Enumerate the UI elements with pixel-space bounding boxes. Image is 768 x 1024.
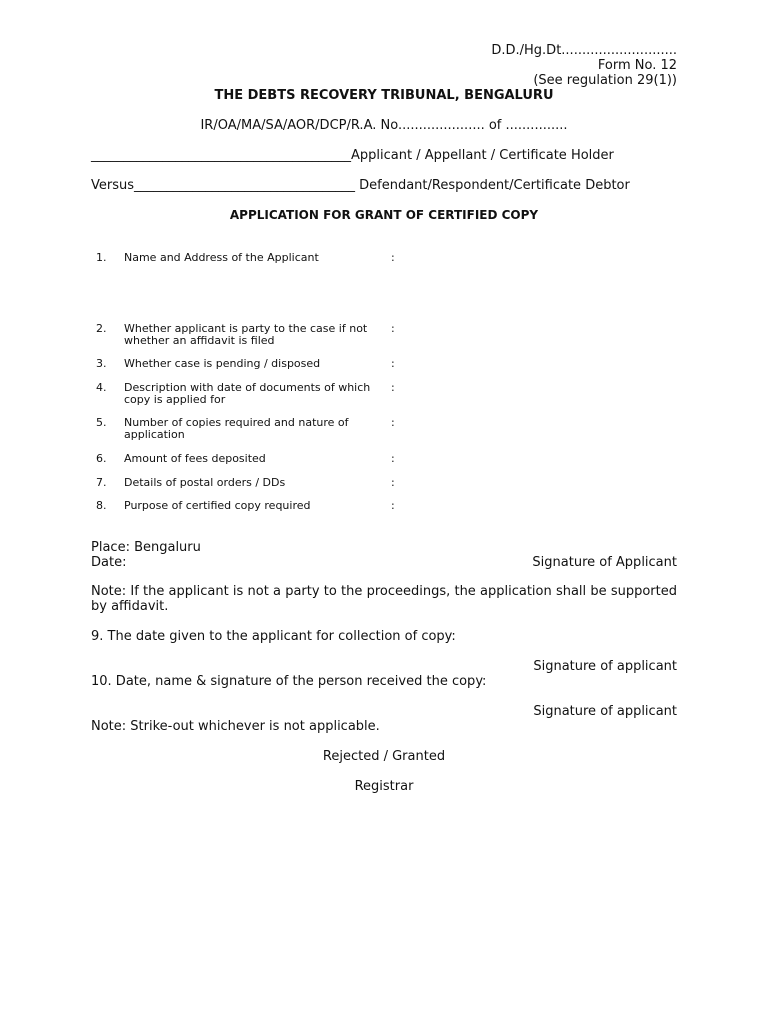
item-9-collection-date: 9. The date given to the applicant for collection of copy:	[91, 629, 456, 644]
date-line: Date:	[91, 555, 127, 570]
form-title: APPLICATION FOR GRANT OF CERTIFIED COPY	[229, 208, 539, 222]
item-colon: :	[391, 251, 395, 264]
item-number: 6.	[96, 452, 107, 465]
item-number: 2.	[96, 322, 107, 335]
item-colon: :	[391, 499, 395, 512]
item-label: Whether applicant is party to the case if not whether an affidavit is filed	[124, 322, 368, 347]
registrar: Registrar	[354, 779, 414, 794]
item-label: Whether case is pending / disposed	[124, 357, 321, 370]
signature-of-applicant-3: Signature of applicant	[533, 704, 677, 719]
place-line: Place: Bengaluru	[91, 540, 201, 555]
strike-out-note: Note: Strike-out whichever is not applicable.	[91, 719, 380, 734]
item-colon: :	[391, 476, 395, 489]
item-number: 5.	[96, 416, 107, 429]
item-colon: :	[391, 416, 395, 429]
item-colon: :	[391, 381, 395, 394]
signature-of-applicant-2: Signature of applicant	[533, 659, 677, 674]
item-number: 8.	[96, 499, 107, 512]
item-colon: :	[391, 357, 395, 370]
signature-of-applicant-1: Signature of Applicant	[532, 555, 677, 570]
form-number: Form No. 12	[597, 58, 677, 73]
affidavit-note: Note: If the applicant is not a party to the proceedings, the application shall be supported by affidavit.	[91, 584, 677, 614]
item-label: Purpose of certified copy required	[124, 499, 311, 512]
case-number-line: IR/OA/MA/SA/AOR/DCP/R.A. No..................... of ...............	[200, 118, 568, 133]
item-number: 3.	[96, 357, 107, 370]
rejected-granted: Rejected / Granted	[322, 749, 446, 764]
item-label: Name and Address of the Applicant	[124, 251, 319, 264]
dd-hg-date-line: D.D./Hg.Dt............................	[491, 43, 677, 58]
item-label: Description with date of documents of which copy is applied for	[124, 381, 371, 406]
item-number: 7.	[96, 476, 107, 489]
item-label: Details of postal orders / DDs	[124, 476, 286, 489]
item-10-receipt-details: 10. Date, name & signature of the person received the copy:	[91, 674, 487, 689]
item-label: Number of copies required and nature of application	[124, 416, 349, 441]
tribunal-title: THE DEBTS RECOVERY TRIBUNAL, BENGALURU	[214, 88, 554, 103]
applicant-line: ________________________________________Applicant / Appellant / Certificate Holder	[91, 148, 614, 163]
item-colon: :	[391, 452, 395, 465]
item-label: Amount of fees deposited	[124, 452, 266, 465]
item-number: 1.	[96, 251, 107, 264]
versus-line: Versus__________________________________ Defendant/Respondent/Certificate Debtor	[91, 178, 630, 193]
regulation-reference: (See regulation 29(1))	[533, 73, 677, 88]
item-number: 4.	[96, 381, 107, 394]
item-colon: :	[391, 322, 395, 335]
